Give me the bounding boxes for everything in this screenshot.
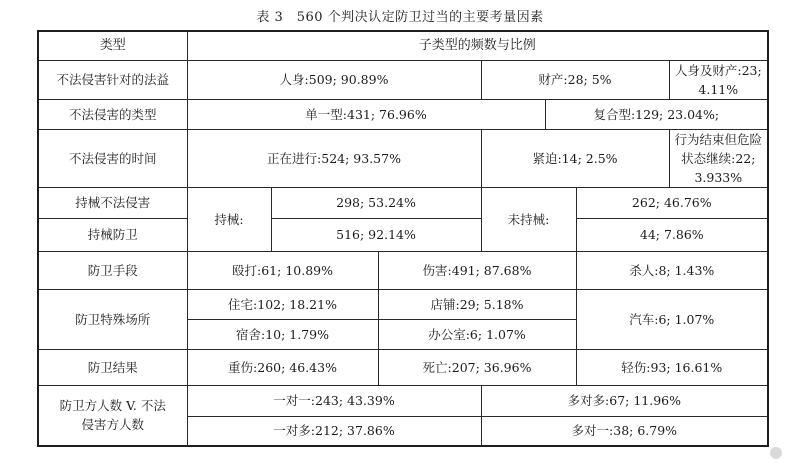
- table-cell: 多对一:38; 6.79%: [481, 416, 768, 446]
- header-subtype: 子类型的频数与比例: [187, 31, 768, 60]
- row-label: 防卫特殊场所: [38, 289, 187, 349]
- table-cell: 一对一:243; 43.39%: [187, 385, 481, 416]
- row-label-line: 侵害方人数: [81, 417, 144, 433]
- unarmed-group-label: 未持械:: [481, 187, 576, 251]
- table-row-party-count: [38, 385, 768, 416]
- table-row-armed-defense: [38, 218, 768, 251]
- table-cell: 262; 46.76%: [576, 187, 768, 218]
- table-cell: 杀人:8; 1.43%: [576, 251, 768, 289]
- table-cell: 多对多:67; 11.96%: [481, 385, 768, 416]
- table-cell: 正在进行:524; 93.57%: [187, 129, 481, 187]
- row-label: 防卫手段: [38, 251, 187, 289]
- row-label-line: 防卫方人数 V. 不法: [59, 398, 166, 414]
- table-cell: 44; 7.86%: [576, 218, 768, 251]
- table-row-infringement-time: [38, 129, 768, 187]
- row-label: 持械防卫: [38, 218, 187, 251]
- row-label: 持械不法侵害: [38, 187, 187, 218]
- table-cell: 殴打:61; 10.89%: [187, 251, 378, 289]
- row-label: 不法侵害的时间: [38, 129, 187, 187]
- table-row-defense-means: [38, 251, 768, 289]
- consideration-factors-table: [37, 30, 769, 447]
- row-label: 防卫结果: [38, 349, 187, 385]
- row-label: 不法侵害的类型: [38, 99, 187, 129]
- table-cell: 紧迫:14; 2.5%: [481, 129, 669, 187]
- cell-line: 状态继续:22; 3.933%: [681, 150, 756, 185]
- table-cell: 重伤:260; 46.43%: [187, 349, 378, 385]
- table-title: 表 3 560 个判决认定防卫过当的主要考量因素: [256, 10, 544, 25]
- table-row-armed-infringement: [38, 187, 768, 218]
- table-row-legal-interest: [38, 60, 768, 99]
- table-cell: 一对多:212; 37.86%: [187, 416, 481, 446]
- table-cell: 复合型:129; 23.04%;: [545, 99, 768, 129]
- header-type: 类型: [38, 31, 187, 60]
- table-cell: 516; 92.14%: [271, 218, 481, 251]
- table-cell: 人身:509; 90.89%: [187, 60, 481, 99]
- armed-group-label: 持械:: [187, 187, 271, 251]
- table-header-row: [38, 31, 768, 60]
- table-row-defense-result: [38, 349, 768, 385]
- table-cell: 死亡:207; 36.96%: [378, 349, 576, 385]
- table-cell: 办公室:6; 1.07%: [378, 319, 576, 349]
- scroll-indicator-dot: [770, 447, 782, 459]
- row-label: 不法侵害针对的法益: [38, 60, 187, 99]
- table-cell: 298; 53.24%: [271, 187, 481, 218]
- table-cell: 店铺:29; 5.18%: [378, 289, 576, 319]
- table-cell: 单一型:431; 76.96%: [187, 99, 545, 129]
- table-cell: 财产:28; 5%: [481, 60, 669, 99]
- table-cell: 伤害:491; 87.68%: [378, 251, 576, 289]
- table-cell: 宿舍:10; 1.79%: [187, 319, 378, 349]
- cell-line: 行为结束但危险: [674, 131, 763, 147]
- table-cell: 人身及财产:23; 4.11%: [669, 60, 768, 99]
- row-label-two-line: [38, 385, 187, 446]
- table-cell: 住宅:102; 18.21%: [187, 289, 378, 319]
- table-cell: 轻伤:93; 16.61%: [576, 349, 768, 385]
- table-cell-two-line: [669, 129, 768, 187]
- table-cell: 汽车:6; 1.07%: [576, 289, 768, 349]
- table-row-special-places: [38, 289, 768, 319]
- table-row-infringement-type: [38, 99, 768, 129]
